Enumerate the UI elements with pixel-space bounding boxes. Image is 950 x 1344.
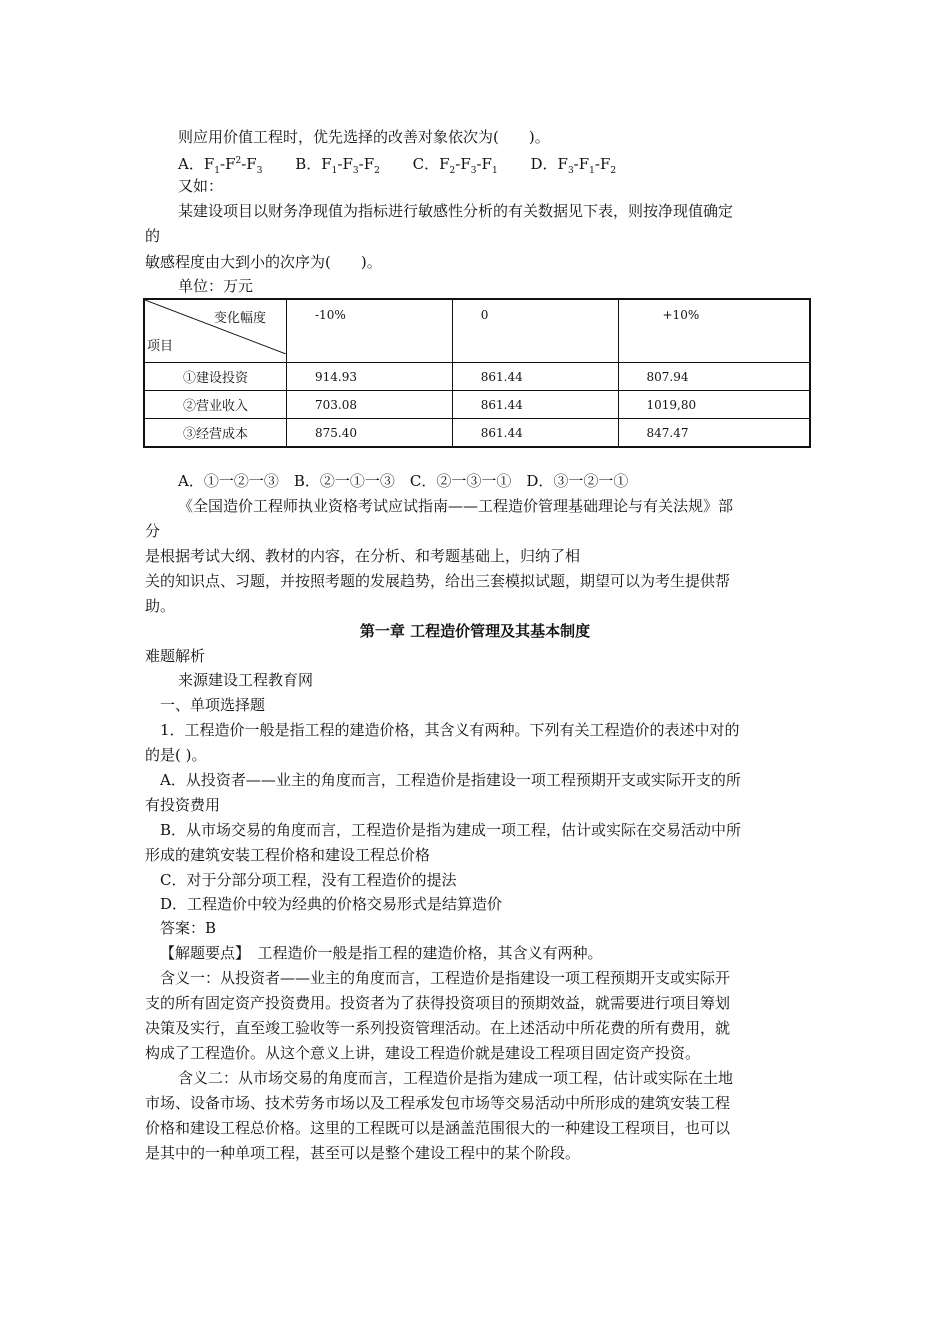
row-item: ②营业收入	[144, 391, 287, 419]
table-cell: 875.40	[287, 419, 453, 448]
meaning2-line-1: 含义二：从市场交易的角度而言，工程造价是指为建成一项工程，估计或实际在土地	[178, 1069, 734, 1087]
vf-options	[178, 151, 644, 181]
q1-option-c: C．对于分部分项工程，没有工程造价的提法	[160, 871, 457, 889]
option-c: C．$F_2-F_3-F_1$	[412, 155, 498, 176]
column-header: 0	[452, 299, 618, 363]
table-cell: 914.93	[287, 363, 453, 391]
table-header-row	[144, 299, 810, 363]
q1-option-a-2: 有投资费用	[145, 796, 221, 814]
option-b: B．$F_1-F_3-F_2$	[295, 155, 380, 176]
header-item: 项目	[147, 339, 174, 354]
q1-line-2: 的是( )。	[145, 746, 207, 764]
question-stem-2: 的	[145, 227, 161, 245]
meaning1-line-2: 支的所有固定资产投资费用。投资者为了获得投资项目的预期效益，就需要进行项目筹划	[145, 994, 731, 1012]
header-change-range: 变化幅度	[213, 311, 266, 326]
diagonal-header-cell	[144, 299, 287, 363]
option-a: A．$F_1-F^2-F_3$	[178, 155, 263, 176]
intro-line-4: 关的知识点、习题，并按照考题的发展趋势，给出三套模拟试题，期望可以为考生提供帮	[145, 572, 731, 590]
table-cell: 861.44	[452, 419, 618, 448]
section-type: 一、单项选择题	[160, 696, 266, 714]
question-stem-1: 某建设项目以财务净现值为指标进行敏感性分析的有关数据见下表，则按净现值确定	[178, 202, 734, 220]
q1-option-b-1: B．从市场交易的角度而言，工程造价是指为建成一项工程，估计或实际在交易活动中所	[160, 821, 742, 839]
meaning1-line-1: 含义一：从投资者——业主的角度而言，工程造价是指建设一项工程预期开支或实际开	[160, 969, 731, 987]
meaning1-line-3: 决策及实行，直至竣工验收等一系列投资管理活动。在上述活动中所花费的所有费用，就	[145, 1019, 731, 1037]
intro-line-1: 《全国造价工程师执业资格考试应试指南——工程造价管理基础理论与有关法规》部	[178, 497, 734, 515]
answer-options-line: A．①一②一③ B．②一①一③ C．②一③一① D．③一②一①	[178, 472, 629, 490]
meaning2-line-2: 市场、设备市场、技术劳务市场以及工程承发包市场等交易活动中所形成的建筑安装工程	[145, 1094, 731, 1112]
meaning1-line-4: 构成了工程造价。从这个意义上讲，建设工程造价就是建设工程项目固定资产投资。	[145, 1044, 701, 1062]
table-row	[144, 391, 810, 419]
table-cell: 861.44	[452, 391, 618, 419]
column-header: -10%	[287, 299, 453, 363]
q1-option-a-1: A．从投资者——业主的角度而言，工程造价是指建设一项工程预期开支或实际开支的所	[160, 771, 741, 789]
unit-label: 单位：万元	[178, 277, 254, 295]
explain-head: 【解题要点】 工程造价一般是指工程的建造价格，其含义有两种。	[160, 944, 603, 962]
row-item: ③经营成本	[144, 419, 287, 448]
intro-line-3: 是根据考试大纲、教材的内容，在分析、和考题基础上，归纳了相	[145, 547, 581, 565]
chapter-title: 第一章 工程造价管理及其基本制度	[359, 622, 591, 640]
section-hard-analysis: 难题解析	[145, 647, 206, 665]
option-d: D．$F_3-F_1-F_2$	[530, 155, 617, 176]
section-source: 来源建设工程教育网	[178, 671, 314, 689]
table-row	[144, 419, 810, 448]
table-cell: 1019,80	[618, 391, 810, 419]
intro-line-2: 分	[145, 522, 161, 540]
intro-line-5: 助。	[145, 597, 176, 615]
table-cell: 703.08	[287, 391, 453, 419]
table-row	[144, 363, 810, 391]
meaning2-line-4: 是其中的一种单项工程，甚至可以是整个建设工程中的某个阶段。	[145, 1144, 581, 1162]
table-cell: 847.47	[618, 419, 810, 448]
q1-answer: 答案：B	[160, 919, 217, 937]
sensitivity-table	[143, 298, 811, 448]
question-stem-3: 敏感程度由大到小的次序为( )。	[145, 253, 382, 271]
q1-option-d: D．工程造价中较为经典的价格交易形式是结算造价	[160, 895, 503, 913]
row-item: ①建设投资	[144, 363, 287, 391]
table-cell: 807.94	[618, 363, 810, 391]
q1-line-1: 1．工程造价一般是指工程的建造价格，其含义有两种。下列有关工程造价的表述中对的	[160, 721, 740, 739]
q1-option-b-2: 形成的建筑安装工程价格和建设工程总价格	[145, 846, 431, 864]
column-header: +10%	[618, 299, 810, 363]
meaning2-line-3: 价格和建设工程总价格。这里的工程既可以是涵盖范围很大的一种建设工程项目，也可以	[145, 1119, 731, 1137]
question-intro-line: 则应用价值工程时，优先选择的改善对象依次为( )。	[178, 128, 550, 146]
again-label: 又如：	[178, 177, 224, 195]
table-cell: 861.44	[452, 363, 618, 391]
